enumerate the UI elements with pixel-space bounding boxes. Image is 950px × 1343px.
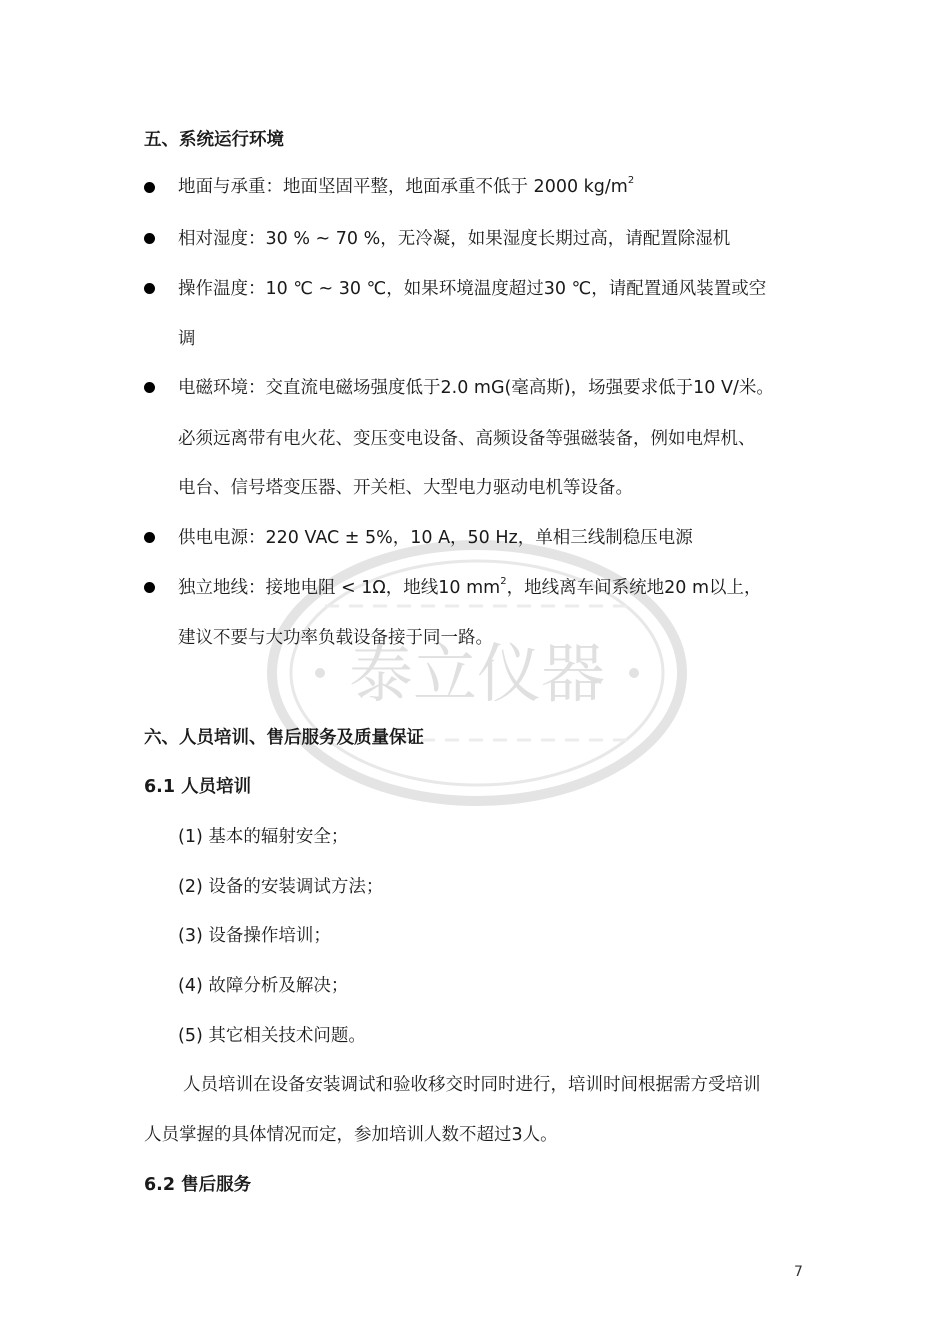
bullet (144, 182, 155, 193)
training-item-3: (3) 设备操作培训； (178, 926, 331, 946)
item-floor-load: 地面与承重：地面坚固平整，地面承重不低于 2000 $kg/m^2$ (178, 175, 635, 197)
item-humidity: 相对湿度：30 % ~ 70 %，无冷凝，如果湿度长期过高，请配置除湿机 (178, 229, 731, 249)
item-emc: 电磁环境：交直流电磁场强度低于2.0 mG(毫高斯)，场强要求低于10 V/米。 (178, 378, 774, 398)
page-number: 7 (794, 1264, 803, 1280)
bullet (144, 283, 155, 294)
training-item-2: (2) 设备的安装调试方法； (178, 877, 384, 897)
section-5-heading: 五、系统运行环境 (144, 130, 284, 150)
training-paragraph-line-2: 人员掌握的具体情况而定，参加培训人数不超过3人。 (144, 1125, 558, 1145)
item-ground: 独立地线：接地电阻 < 1Ω，地线10 $mm^2$，地线离车间系统地20 m以上， (178, 576, 762, 598)
watermark-text: 泰立仪器 (349, 638, 605, 712)
item-emc-cont-1: 必须远离带有电火花、变压变电设备、高频设备等强磁装备，例如电焊机、 (178, 429, 756, 449)
training-item-1: (1) 基本的辐射安全； (178, 827, 349, 847)
item-temperature: 操作温度：10 ℃ ~ 30 ℃，如果环境温度超过30 ℃，请配置通风装置或空 (178, 279, 767, 299)
bullet (144, 532, 155, 543)
subsection-6-2-heading: 6.2 售后服务 (144, 1175, 252, 1195)
training-item-4: (4) 故障分析及解决； (178, 976, 349, 996)
bullet (144, 382, 155, 393)
item-temperature-cont: 调 (178, 329, 196, 349)
training-item-5: (5) 其它相关技术问题。 (178, 1026, 366, 1046)
subsection-6-1-heading: 6.1 人员培训 (144, 777, 252, 797)
section-6-heading: 六、人员培训、售后服务及质量保证 (144, 728, 424, 748)
item-ground-cont: 建议不要与大功率负载设备接于同一路。 (178, 628, 493, 648)
bullet (144, 582, 155, 593)
item-emc-cont-2: 电台、信号塔变压器、开关柜、大型电力驱动电机等设备。 (178, 478, 633, 498)
training-paragraph-line-1: 人员培训在设备安装调试和验收移交时同时进行，培训时间根据需方受培训 (183, 1075, 761, 1095)
bullet (144, 233, 155, 244)
item-power: 供电电源：220 VAC ± 5%，10 A，50 Hz，单相三线制稳压电源 (178, 528, 693, 548)
